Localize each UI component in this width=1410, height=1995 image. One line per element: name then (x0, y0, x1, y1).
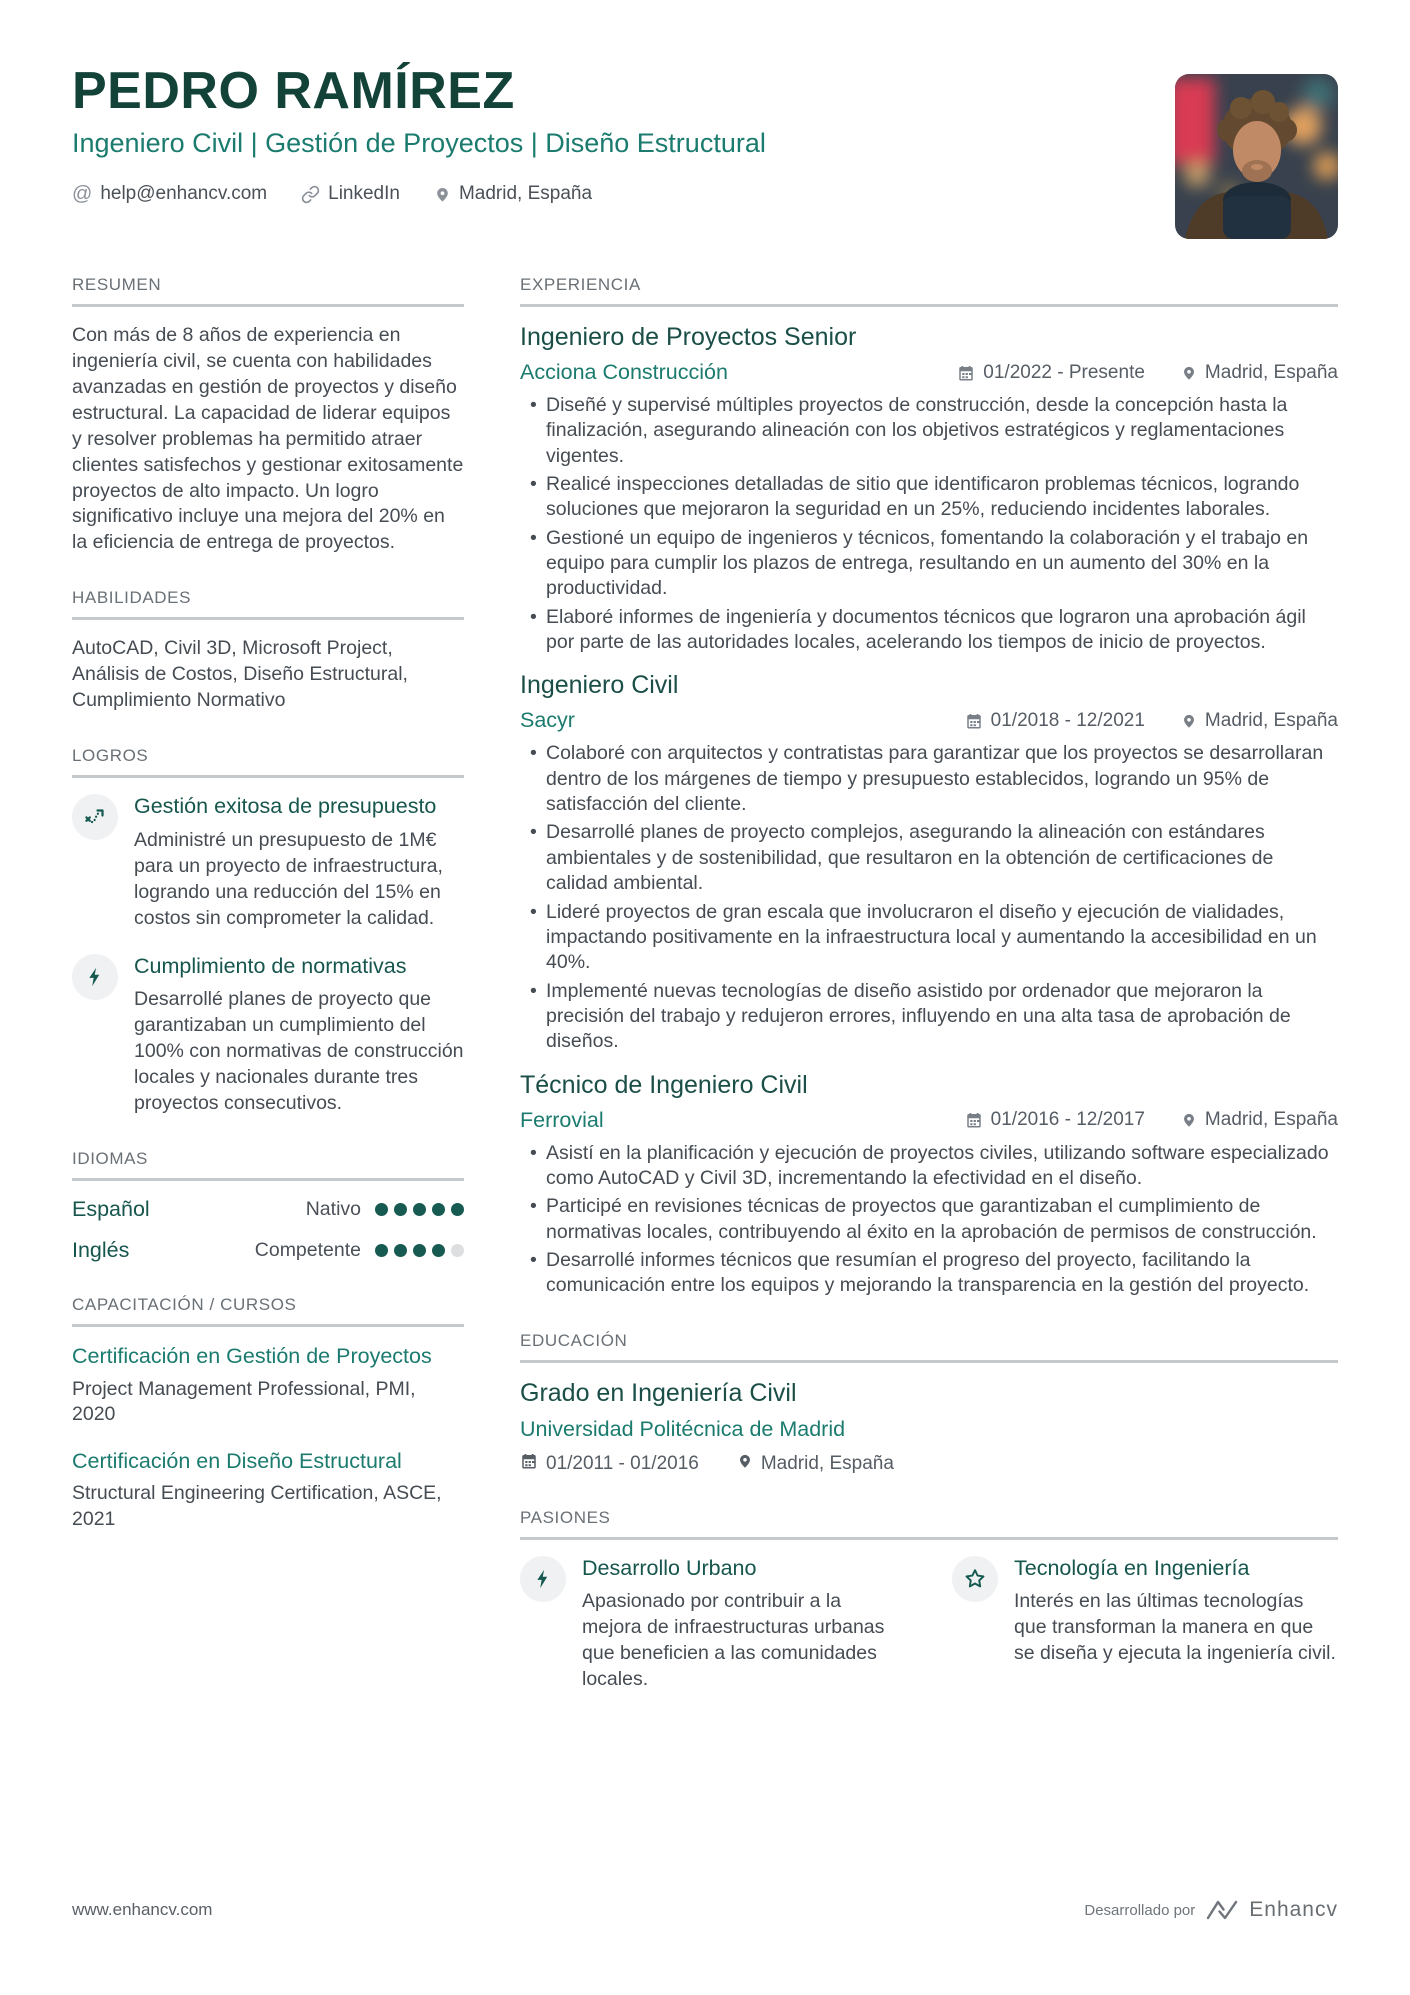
passion-content (582, 1556, 906, 1693)
job-bullets (520, 741, 1338, 1054)
person-headline: Ingeniero Civil | Gestión de Proyectos | Diseño Estructural (72, 127, 766, 158)
skills-text: AutoCAD, Civil 3D, Microsoft Project, Análisis de Costos, Diseño Estructural, Cumplimiento Normativo (72, 637, 408, 712)
section-heading: IDIOMAS (72, 1149, 464, 1181)
achievement-title: Gestión exitosa de presupuesto (134, 794, 437, 819)
profile-photo (1175, 74, 1338, 239)
course-subtitle: Project Management Professional, PMI, 2020 (72, 1377, 416, 1426)
link-icon (301, 185, 320, 204)
job-head (520, 360, 1338, 385)
language-row (72, 1238, 464, 1263)
section-heading: LOGROS (72, 746, 464, 778)
passion-item (952, 1556, 1338, 1693)
page-footer (72, 1898, 1338, 1922)
section-idiomas (72, 1149, 464, 1263)
person-name: PEDRO RAMÍREZ (72, 62, 515, 120)
proficiency-dot (394, 1244, 407, 1257)
proficiency-dot (432, 1203, 445, 1216)
course-subtitle: Structural Engineering Certification, ASCE, 2021 (72, 1482, 442, 1530)
bullet-item: • Participé en revisiones técnicas de proyectos que garantizaban el cumplimiento de normativas locales, contribuyendo al éxito en la aprobación de permisos de construcción. (546, 1194, 1338, 1245)
language-name: Español (72, 1196, 150, 1221)
education-meta (520, 1452, 1338, 1476)
header-location (434, 183, 592, 205)
section-capacitacion (72, 1295, 464, 1532)
content-columns (72, 275, 1338, 1747)
job-dates (965, 710, 1145, 732)
job-title: Ingeniero Civil (520, 671, 679, 700)
job-location-text: Madrid, España (1204, 361, 1338, 383)
achievement-text: Administré un presupuesto de 1M€ para un proyecto de infraestructura, logrando una reducción del 15% en costos sin comprometer la calidad. (134, 828, 443, 929)
proficiency-dot (451, 1244, 464, 1257)
pin-icon (1181, 712, 1197, 730)
passion-title: Desarrollo Urbano (582, 1555, 757, 1580)
company-name: Ferrovial (520, 1107, 604, 1132)
section-heading: HABILIDADES (72, 588, 464, 620)
job-dates (965, 1109, 1145, 1131)
lightning-icon (520, 1556, 566, 1602)
brand-name[interactable]: Enhancv (1249, 1898, 1338, 1921)
calendar-icon (520, 1452, 538, 1476)
education-location: Madrid, España (760, 1452, 894, 1474)
school-name: Universidad Politécnica de Madrid (520, 1416, 846, 1441)
pin-icon (1181, 364, 1197, 382)
proficiency-dot (451, 1203, 464, 1216)
language-level: Nativo (305, 1197, 361, 1220)
passion-text: Interés en las últimas tecnologías que transforman la manera en que se diseña y ejecuta la ingeniería civil. (1014, 1590, 1336, 1665)
achievement-title: Cumplimiento de normativas (134, 953, 407, 978)
powered-by-text: Desarrollado por (1084, 1901, 1196, 1919)
language-level: Competente (254, 1238, 361, 1261)
lightning-icon (72, 954, 118, 1000)
header (72, 58, 1338, 239)
achievement-text: Desarrollé planes de proyecto que garantizaban un cumplimiento del 100% con normativas de construcción locales y nacionales durante tres proyectos consecutivos. (134, 988, 464, 1115)
job-title: Técnico de Ingeniero Civil (520, 1070, 808, 1099)
powered-by (1084, 1898, 1338, 1922)
section-heading: EDUCACIÓN (520, 1331, 1338, 1363)
job-location (1181, 710, 1338, 732)
passion-item (520, 1556, 906, 1693)
section-resumen (72, 275, 464, 556)
job-head (520, 708, 1338, 733)
section-experiencia (520, 275, 1338, 1299)
email-link[interactable] (72, 183, 267, 206)
star-icon (952, 1556, 998, 1602)
experience-entry (520, 323, 1338, 655)
achievement-item (72, 954, 464, 1117)
experience-entry (520, 1071, 1338, 1299)
bullet-item: • Lideré proyectos de gran escala que involucraron el diseño y ejecución de vialidades, impactando positivamente en la infraestructura local y aumentando la accesibilidad en un 40%. (546, 900, 1338, 976)
passion-content (1014, 1556, 1338, 1693)
job-location-text: Madrid, España (1204, 709, 1338, 731)
section-educacion (520, 1331, 1338, 1476)
degree-title: Grado en Ingeniería Civil (520, 1378, 797, 1407)
route-arrow-icon (72, 794, 118, 840)
job-dates-text: 01/2018 - 12/2021 (990, 709, 1145, 731)
section-pasiones (520, 1508, 1338, 1715)
bullet-item: • Desarrollé planes de proyecto complejos, asegurando la alineación con estándares ambientales y de sostenibilidad, que resultaron en la obtención de certificaciones de calidad ambiental. (546, 820, 1338, 896)
job-bullets (520, 1141, 1338, 1299)
section-heading: PASIONES (520, 1508, 1338, 1540)
bullet-item: • Asistí en la planificación y ejecución de proyectos civiles, utilizando software especializado como AutoCAD y Civil 3D, incrementando la efectividad en el diseño. (546, 1141, 1338, 1192)
education-dates: 01/2011 - 01/2016 (546, 1452, 699, 1474)
header-text (72, 58, 766, 206)
bullet-item: • Elaboré informes de ingeniería y documentos técnicos que lograron una aprobación ágil por parte de las autoridades locales, acelerando los tiempos de inicio de proyectos. (546, 605, 1338, 656)
bullet-item: • Colaboré con arquitectos y contratistas para garantizar que los proyectos se desarrollaran dentro de los márgenes de tiempo y presupuesto establecidos, logrando un 95% de satisfacción del cliente. (546, 741, 1338, 817)
bullet-item: • Diseñé y supervisé múltiples proyectos de construcción, desde la concepción hasta la finalización, asegurando alineación con los objetivos estratégicos y reglamentaciones vigentes. (546, 393, 1338, 469)
course-title: Certificación en Gestión de Proyectos (72, 1343, 432, 1368)
proficiency-dot (413, 1244, 426, 1257)
job-bullets (520, 393, 1338, 655)
calendar-icon (965, 1111, 983, 1129)
job-location (1181, 1109, 1338, 1131)
achievement-content (134, 794, 464, 931)
section-logros (72, 746, 464, 1117)
course-item (72, 1343, 464, 1428)
left-column (72, 275, 464, 1747)
company-name: Acciona Construcción (520, 360, 728, 384)
passion-title: Tecnología en Ingeniería (1014, 1555, 1250, 1580)
bullet-item: • Desarrollé informes técnicos que resumían el progreso del proyecto, facilitando la comunicación entre los equipos y mejorando la transparencia en la gestión del proyecto. (546, 1248, 1338, 1299)
job-dates-text: 01/2016 - 12/2017 (990, 1109, 1145, 1131)
right-column (520, 275, 1338, 1747)
proficiency-dot (413, 1203, 426, 1216)
proficiency-dot (432, 1244, 445, 1257)
language-row (72, 1197, 464, 1222)
summary-text: Con más de 8 años de experiencia en ingeniería civil, se cuenta con habilidades avanzadas en gestión de proyectos y diseño estructural. La capacidad de liderar equipos y resolver problemas ha permitido atraer clientes satisfechos y gestionar exitosamente proyectos de alto impacto. Un logro significativo incluye una mejora del 20% en la eficiencia de entrega de proyectos. (72, 324, 464, 554)
achievement-content (134, 954, 464, 1117)
bullet-item: • Realicé inspecciones detalladas de sitio que identificaron problemas técnicos, logrando soluciones que mejoraron la seguridad en un 25%, reduciendo incidentes laborales. (546, 472, 1338, 523)
bullet-item: • Gestioné un equipo de ingenieros y técnicos, fomentando la colaboración y el trabajo en equipo para cumplir los plazos de entrega, resultando en un aumento del 30% en la productividad. (546, 526, 1338, 602)
passions-grid (520, 1556, 1338, 1715)
proficiency-dot (375, 1244, 388, 1257)
proficiency-dot (375, 1203, 388, 1216)
header-location-text: Madrid, España (458, 183, 593, 205)
job-location (1181, 362, 1338, 384)
linkedin-text: LinkedIn (328, 183, 400, 205)
pin-icon (1181, 1111, 1197, 1129)
calendar-icon (957, 364, 975, 382)
course-title: Certificación en Diseño Estructural (72, 1448, 402, 1473)
passion-text: Apasionado por contribuir a la mejora de infraestructuras urbanas que beneficien a las comunidades locales. (582, 1590, 885, 1691)
pin-icon (434, 185, 451, 204)
at-icon: @ (72, 182, 93, 205)
pin-icon (737, 1452, 753, 1476)
language-dots (375, 1244, 464, 1257)
section-heading: EXPERIENCIA (520, 275, 1338, 307)
calendar-icon (965, 712, 983, 730)
language-name: Inglés (72, 1237, 130, 1262)
job-location-text: Madrid, España (1204, 1109, 1338, 1131)
experience-entry (520, 671, 1338, 1054)
section-heading: RESUMEN (72, 275, 464, 307)
job-head (520, 1108, 1338, 1133)
email-text: help@enhancv.com (100, 183, 268, 205)
section-habilidades (72, 588, 464, 714)
course-item (72, 1448, 464, 1533)
job-dates (957, 362, 1145, 384)
bullet-item: • Implementé nuevas tecnologías de diseño asistido por ordenador que mejoraron la precisión del trabajo y redujeron errores, influyendo en una alta tasa de aprobación de diseños. (546, 979, 1338, 1055)
language-dots (375, 1203, 464, 1216)
enhancv-logo-icon (1205, 1898, 1239, 1922)
website-link[interactable]: www.enhancv.com (72, 1900, 213, 1919)
section-heading: CAPACITACIÓN / CURSOS (72, 1295, 464, 1327)
contact-row (72, 183, 766, 206)
achievement-item (72, 794, 464, 931)
proficiency-dot (394, 1203, 407, 1216)
linkedin-link[interactable] (301, 183, 400, 205)
job-title: Ingeniero de Proyectos Senior (520, 323, 857, 351)
company-name: Sacyr (520, 708, 575, 733)
job-dates-text: 01/2022 - Presente (983, 361, 1145, 383)
